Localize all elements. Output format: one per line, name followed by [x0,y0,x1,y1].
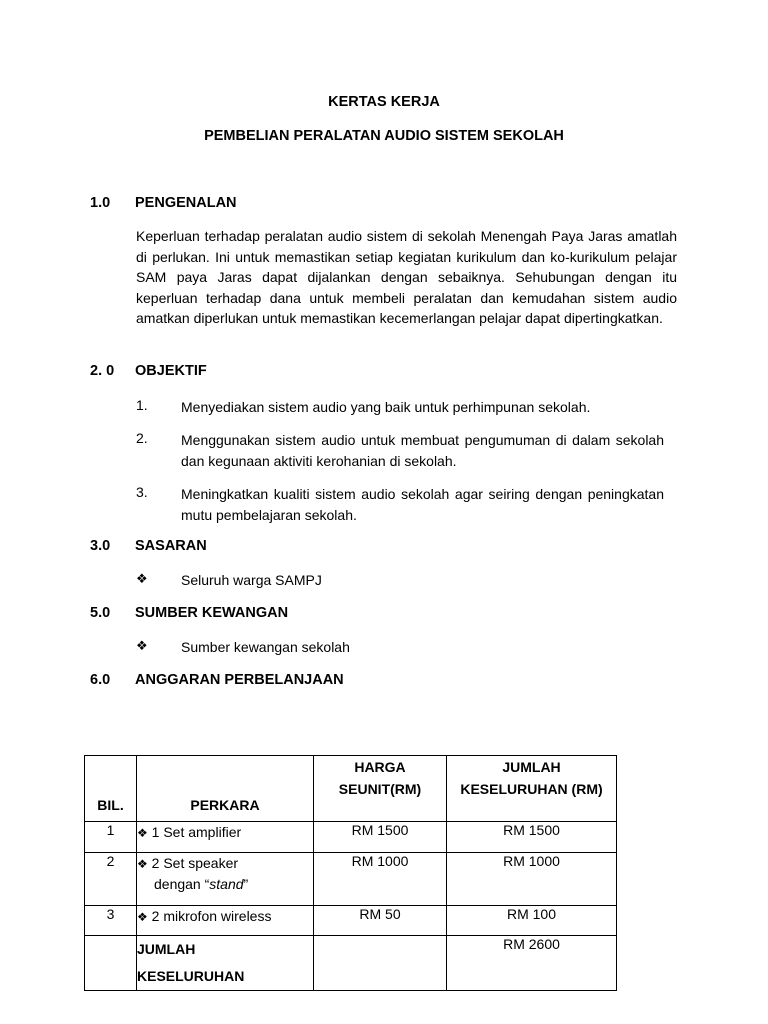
document-title: KERTAS KERJA [328,94,440,110]
section-6-title: ANGGARAN PERBELANJAAN [135,672,344,688]
row-1-perkara-text: 1 Set amplifier [151,824,242,840]
section-5-title: SUMBER KEWANGAN [135,605,289,621]
row-3-harga: RM 50 [314,906,447,936]
section-1-title: PENGENALAN [135,195,237,211]
bullet-icon: ❖ [137,857,148,871]
objective-2-text: Menggunakan sistem audio untuk membuat pengumuman di dalam sekolah dan kegunaan aktiviti kerohanian di sekolah. [181,432,664,469]
sasaran-text: Seluruh warga SAMPJ [181,572,322,588]
header-bil: BIL. [85,756,137,822]
row-3-perkara [137,906,314,936]
bullet-icon: ❖ [137,910,148,924]
table-row [85,906,617,936]
objective-3-number: 3. [136,484,148,500]
row-2-jumlah: RM 1000 [447,853,617,906]
row-2-bil: 2 [85,853,137,906]
bullet-icon: ❖ [136,571,148,586]
document-subtitle: PEMBELIAN PERALATAN AUDIO SISTEM SEKOLAH [204,128,564,144]
total-label [137,936,314,991]
row-2-harga: RM 1000 [314,853,447,906]
row-3-bil: 3 [85,906,137,936]
total-label-line2: KESELURUHAN [137,968,245,984]
section-6-number: 6.0 [90,672,111,688]
row-1-perkara [137,822,314,853]
bullet-icon: ❖ [137,826,148,840]
section-5-number: 5.0 [90,605,111,621]
section-1-number: 1.0 [90,195,111,211]
table-row [85,853,617,906]
objective-2-number: 2. [136,430,148,446]
total-label-line1: JUMLAH [137,941,196,957]
table-total-row [85,936,617,991]
row-2-perkara-line2 [137,874,313,894]
objective-1-number: 1. [136,397,148,413]
row-2-perkara-italic: stand [209,876,244,892]
table-header-row [85,756,617,822]
header-jumlah-line2: KESELURUHAN (RM) [460,781,603,797]
row-1-harga: RM 1500 [314,822,447,853]
section-3-title: SASARAN [135,538,207,554]
row-2-perkara [137,853,314,906]
table-row [85,822,617,853]
row-2-perkara-text-a: dengan “ [154,876,210,892]
header-perkara: PERKARA [137,756,314,822]
row-1-bil: 1 [85,822,137,853]
objective-3-text: Meningkatkan kualiti sistem audio sekolah agar seiring dengan peningkatan mutu pembelajaran sekolah. [181,486,664,523]
row-1-jumlah: RM 1500 [447,822,617,853]
header-jumlah [447,756,617,822]
section-2-number: 2. 0 [90,363,115,379]
header-harga [314,756,447,822]
row-2-perkara-text-c: ” [243,876,249,892]
row-3-jumlah: RM 100 [447,906,617,936]
row-2-perkara-line1: 2 Set speaker [151,855,239,871]
total-jumlah: RM 2600 [447,936,617,991]
bullet-icon: ❖ [136,638,148,653]
section-2-title: OBJEKTIF [135,363,207,379]
budget-table [84,755,617,991]
header-harga-line1: HARGA [354,759,406,775]
total-bil-empty [85,936,137,991]
total-harga-empty [314,936,447,991]
header-jumlah-line1: JUMLAH [502,759,561,775]
section-1-paragraph: Keperluan terhadap peralatan audio sistem di sekolah Menengah Paya Jaras amatlah di perlukan. Ini untuk memastikan setiap kegiatan kurikulum dan ko-kurikulum pelajar SAM paya Jaras dapat dijalankan dengan sebaiknya. Sehubungan dengan itu keperluan terhadap dana untuk membeli peralatan dan kemudahan sistem audio amatkan diperlukan untuk memastikan kecemerlangan pelajar dapat dipertingkatkan. [136,228,677,326]
objective-1-text: Menyediakan sistem audio yang baik untuk perhimpunan sekolah. [181,399,591,415]
header-harga-line2: SEUNIT(RM) [338,781,422,797]
sumber-text: Sumber kewangan sekolah [181,639,350,655]
row-3-perkara-text: 2 mikrofon wireless [151,908,272,924]
section-3-number: 3.0 [90,538,111,554]
